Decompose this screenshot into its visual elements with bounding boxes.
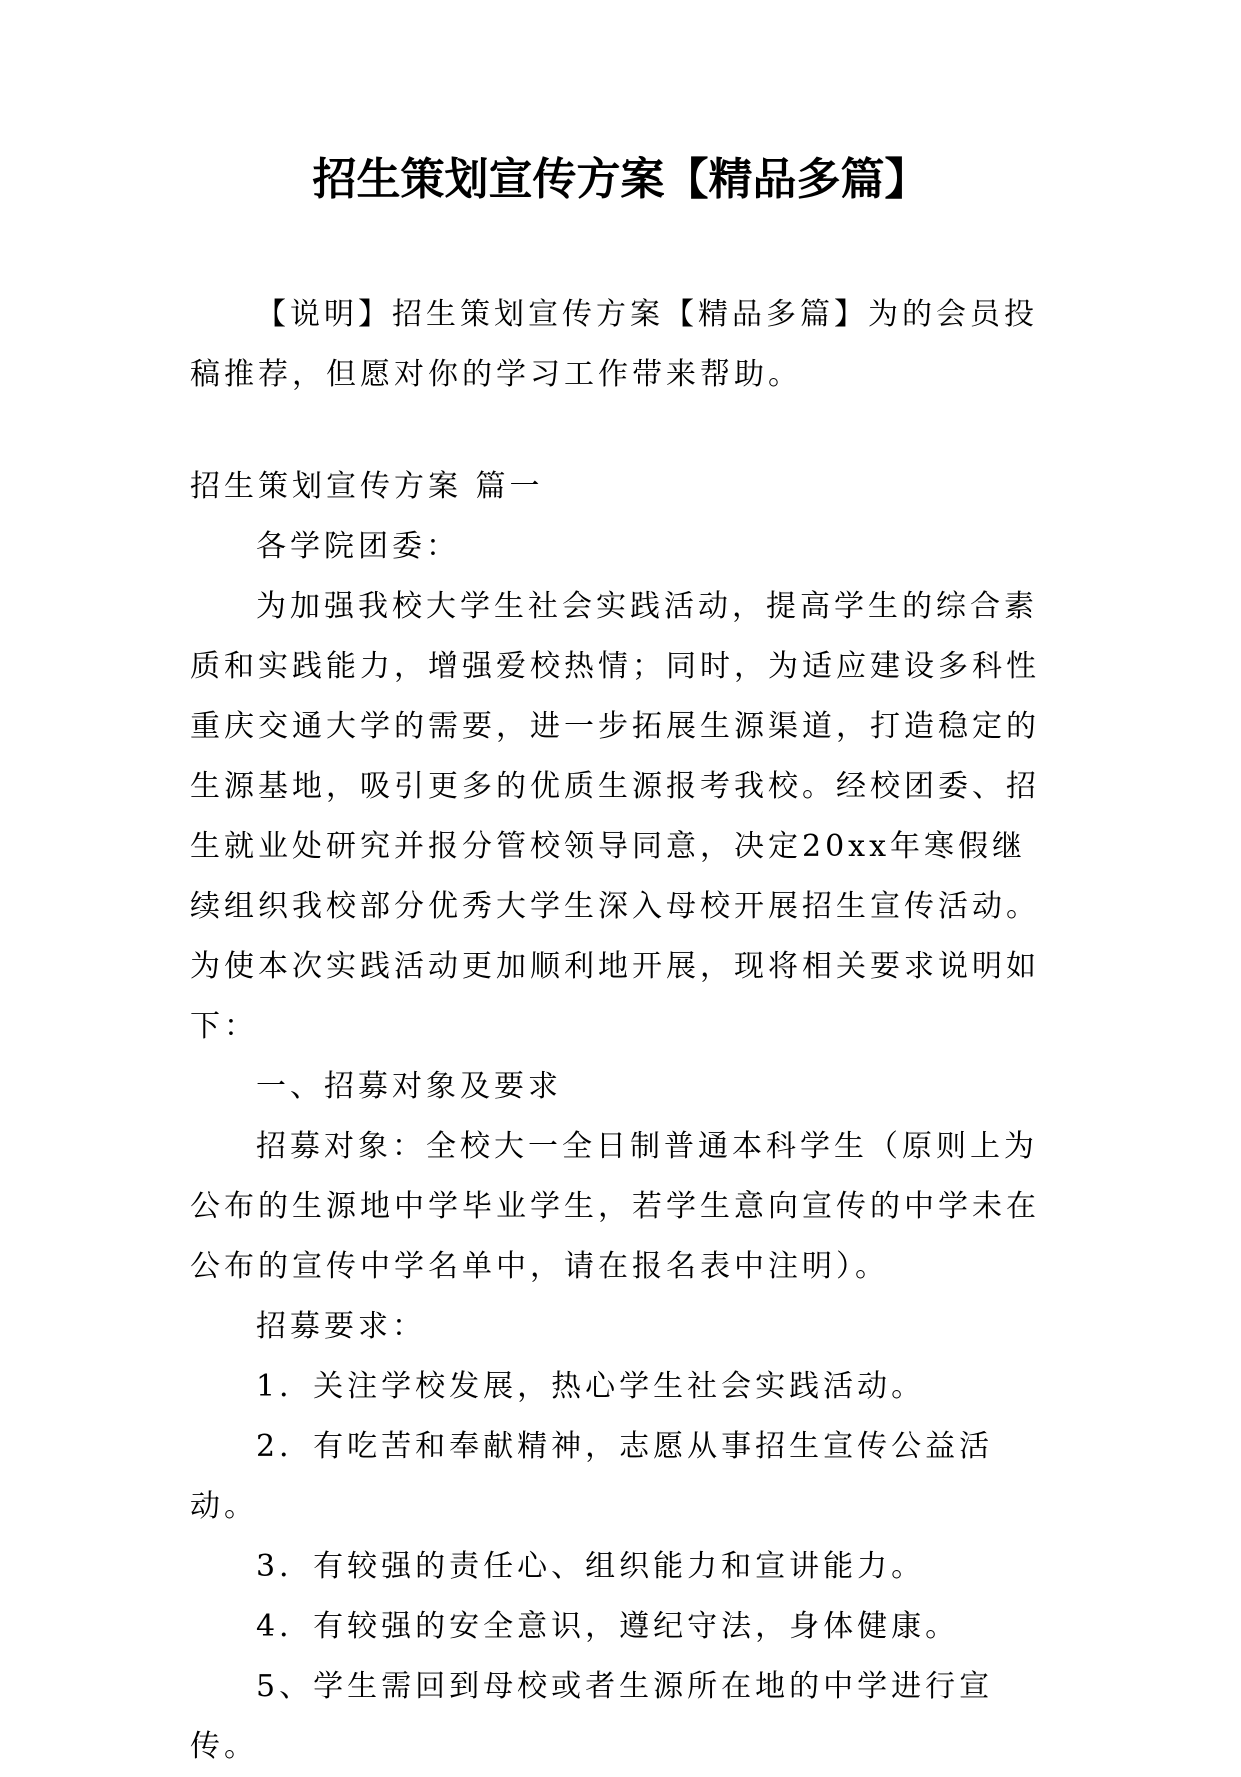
requirement-item: 5、学生需回到母校或者生源所在地的中学进行宣传。 (190, 1669, 994, 1764)
intro-paragraph: 【说明】招生策划宣传方案【精品多篇】为的会员投稿推荐，但愿对你的学习工作带来帮助。 (190, 297, 1038, 392)
section-block (190, 457, 1052, 1777)
recruit-requirements-label: 招募要求： (256, 1309, 426, 1344)
subheading: 一、招募对象及要求 (256, 1069, 562, 1104)
recruit-target-paragraph: 招募对象：全校大一全日制普通本科学生（原则上为公布的生源地中学毕业学生，若学生意向宣传的中学未在公布的宣传中学名单中，请在报名表中注明）。 (190, 1129, 1040, 1284)
salutation: 各学院团委： (256, 529, 460, 564)
requirement-item: 3．有较强的责任心、组织能力和宣讲能力。 (256, 1549, 926, 1584)
intro-block (190, 285, 1052, 405)
requirement-item: 4．有较强的安全意识，遵纪守法，身体健康。 (256, 1609, 960, 1644)
requirement-item: 2．有吃苦和奉献精神，志愿从事招生宣传公益活动。 (190, 1429, 994, 1524)
section-heading: 招生策划宣传方案 篇一 (190, 469, 544, 504)
requirement-item: 1．关注学校发展，热心学生社会实践活动。 (256, 1369, 926, 1404)
body-paragraph: 为加强我校大学生社会实践活动，提高学生的综合素质和实践能力，增强爱校热情；同时，为适应建设多科性重庆交通大学的需要，进一步拓展生源渠道，打造稳定的生源基地，吸引更多的优质生源报考我校。经校团委、招生就业处研究并报分管校领导同意，决定20xx年寒假继续组织我校部分优秀大学生深入母校开展招生宣传活动。为使本次实践活动更加顺利地开展，现将相关要求说明如下： (190, 589, 1040, 1044)
document-title: 招生策划宣传方案【精品多篇】 (312, 154, 929, 205)
